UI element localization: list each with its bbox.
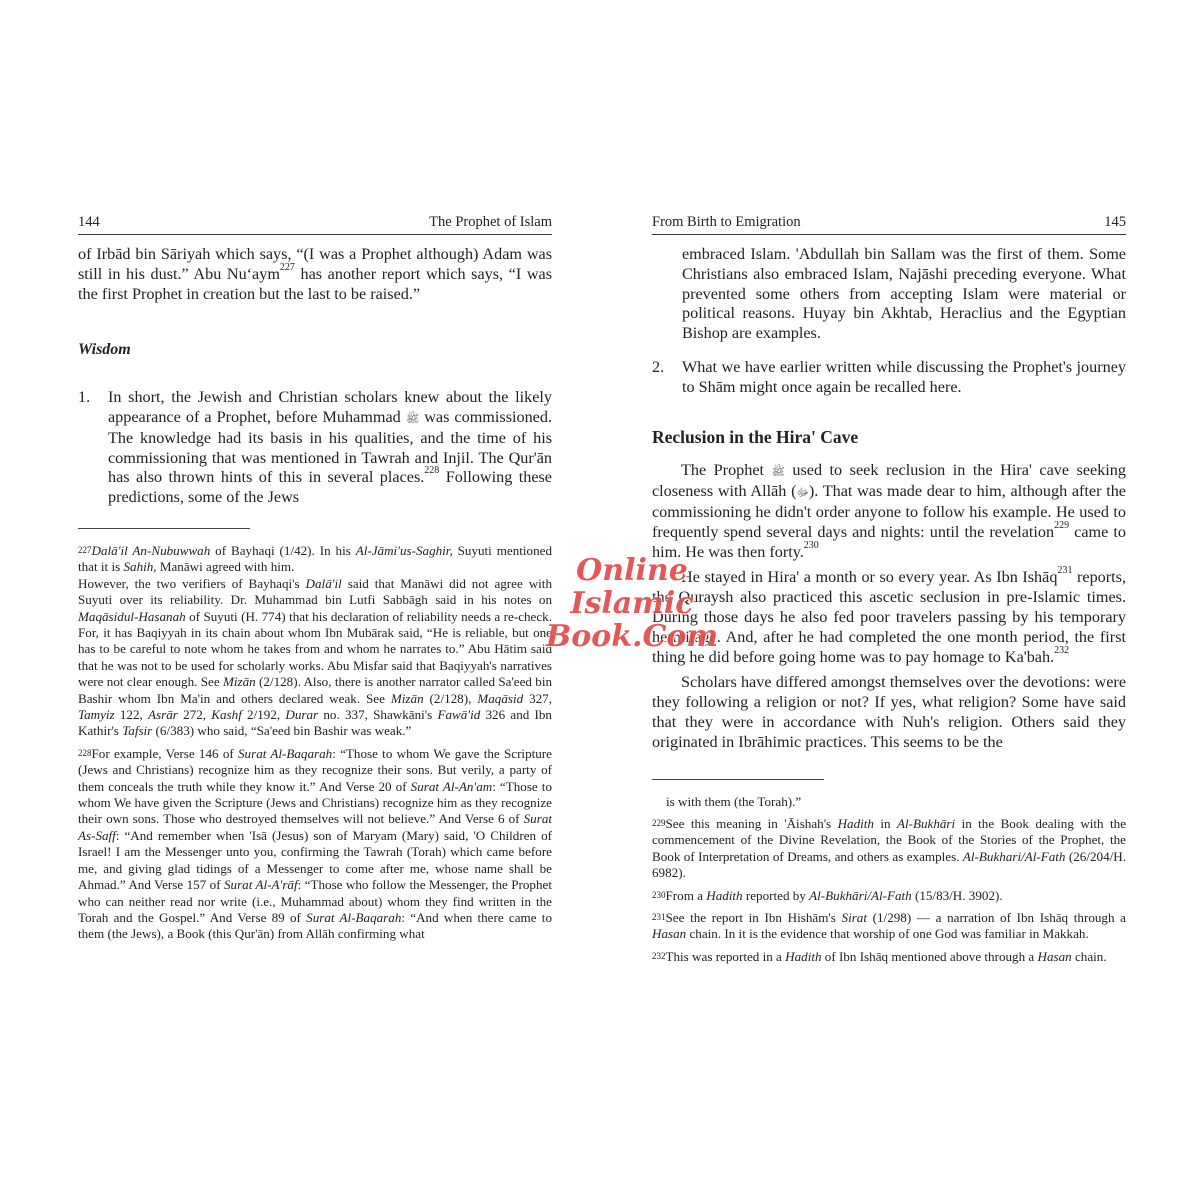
salutation-glyph: ﷺ — [405, 411, 420, 425]
footnote-ref: 232 — [1054, 644, 1070, 656]
right-footnotes — [652, 794, 1126, 966]
footnote-232: $^{232}$This was reported in a Hadith of Ibn Ishāq mentioned above through a Hasan chain. — [652, 948, 1107, 964]
paragraph-scholars: Scholars have differed amongst themselves over the devotions: were they following a religion or not? If yes, what religion? Some have said that they were in accordance with Nuh's religion. Others said they originated in Ibrāhimic practices. This seems to be the — [652, 673, 1126, 751]
section-heading-hira-cave: Reclusion in the Hira' Cave — [652, 426, 859, 447]
page-number: 145 — [1104, 214, 1126, 230]
footnote-ref: 231 — [1057, 565, 1073, 577]
page-number: 144 — [78, 214, 100, 230]
left-page-header — [78, 212, 552, 235]
footnote-ref: 230 — [803, 539, 819, 551]
watermark-line-1: Online Islamic — [570, 553, 694, 621]
intro-paragraph: of Irbād bin Sāriyah which says, “(I was a Prophet although) Adam was still in his dust.” Abu Nu‘aym$^{227}$ has another report which says, “I was the first Prophet in creation but the last to be raised.” — [78, 245, 552, 303]
footnote-228: $^{228}$For example, Verse 146 of Surat Al-Baqarah: “Those to whom We gave the Scripture (Jews and Christians) recognize him as they recognize their sons. But verily, a party of them conceals the truth while they know it.” And Verse 20 of Surat Al-An'am: “Those to whom We have given the Scripture (Jews and Christians) recognize him as they recognize their own sons. Those who destroyed themselves will not believe.” And Verse 6 of Surat As-Saff: “And remember when 'Isā (Jesus) son of Maryam (Mary) said, 'O Children of Israel! I am the Messenger unto you, confirming the Tawrah (Torah) which came before me, and giving glad tidings of a Messenger to come after me, whose name shall be Ahmad.” And Verse 157 of Surat Al-A'rāf: “Those who follow the Messenger, the Prophet who can neither read nor write (i.e., Muhammad about) whom they find written in the Torah and the Gospel.” And Verse 89 of Surat Al-Baqarah: “And when there came to them (the Jews), a Book (this Qur'ān) from Allāh confirming what — [78, 745, 552, 942]
paragraph-hira-stay: He stayed in Hira' a month or so every year. As Ibn Ishāq$^{231}$ reports, the Quraysh also practiced this ascetic seclusion in pre-Islamic times. During those days he also fed poor travelers passing by his temporary hermitage. And, after he had completed the one month period, the first thing he did before going home was to pay homage to Ka'bah.$^{232}$ — [652, 565, 1127, 666]
footnote-229: $^{229}$See this meaning in 'Āishah's Hadith in Al-Bukhāri in the Book dealing with the commencement of the Divine Revelation, the Book of the Stories of the Prophet, the Book of Interpretation of Dreams, and others as examples. Al-Bukhari/Al-Fath (26/204/H. 6982). — [652, 815, 1127, 881]
item-text: What we have earlier written while discussing the Prophet's journey to Shām might once again be recalled here. — [682, 357, 1126, 396]
footnote-227: $^{227}$Dalā'il An-Nubuwwah of Bayhaqi (1/42). In his Al-Jāmi'us-Saghir, Suyuti mentioned that it is Sahih, Manāwi agreed with him. However, the two verifiers of Bayhaqi's Dalā'il said that Manāwi did not agree with Suyuti over its reliability. Dr. Muhammad bin Lutfi Sabbāgh said in his notes on Maqāsidul-Hasanah of Suyuti (H. 774) that his declaration of reliability needs a re-check. For, it has Baqiyyah in its chain about whom Ibn Mubārak said, “He is reliable, but one has to be careful to note whom he takes from and whom he narrates to.” Abu Hātim said that he was not to be used for scholarly works. Abu Misfar said that Baqiyyah's narratives were not clear enough. See Mizān (2/128). Also, there is another narrator called Sa'eed bin Bashir whom Ibn Ma'in and others declared weak. See Mizān (2/128), Maqāsid 327, Tamyiz 122, Asrār 272, Kashf 2/192, Durar no. 337, Shawkāni's Fawā'id 326 and Ibn Kathir's Tafsir (6/383) who said, “Sa'eed bin Bashir was weak.” — [78, 542, 552, 739]
paragraph-reclusion: The Prophet ﷺ used to seek reclusion in the Hira' cave seeking closeness with Allāh (ﷻ). That was made dear to him, although after the commissioning he didn't order anyone to follow his example. He used to frequently spend several days and nights: until the revelation$^{229}$ came to him. He was then forty.$^{230}$ — [652, 461, 1126, 561]
footnote-ref: 229 — [1054, 519, 1070, 531]
running-title: The Prophet of Islam — [429, 214, 552, 230]
footnote-ref: 228 — [424, 465, 440, 477]
numbered-item-2 — [652, 358, 1126, 398]
footnote-continued: is with them (the Torah).” — [666, 793, 802, 809]
salutation-glyph: ﷻ — [796, 486, 809, 500]
left-body-text — [78, 245, 552, 508]
salutation-glyph: ﷺ — [771, 465, 785, 479]
running-title: From Birth to Emigration — [652, 214, 801, 230]
right-body-text — [652, 245, 1126, 753]
right-page — [652, 212, 1126, 971]
continued-paragraph: embraced Islam. 'Abdullah bin Sallam was the first of them. Some Christians also embraced Islam, Najāshi preceding everyone. What prevented some others from accepting Islam were material or political reasons. Huyay bin Akhtab, Heraclius and the Egyptian Bishop are examples. — [682, 245, 1126, 343]
footnote-231: $^{231}$See the report in Ibn Hishām's Sirat (1/298) — a narration of Ibn Ishāq through a Hasan chain. In it is the evidence that worship of one God was familiar in Makkah. — [652, 909, 1126, 942]
item-number: 2. — [652, 357, 665, 376]
item-text: In short, the Jewish and Christian scholars knew about the likely appearance of a Prophet, before Muhammad ﷺ was commissioned. The knowledge had its basis in his qualities, and the time of his commissioning that was mentioned in Tawrah and Injil. The Qur'ān has also thrown hints of this in several places.$^{228}$ Following these predictions, some of the Jews — [108, 388, 552, 507]
section-heading-wisdom: Wisdom — [78, 341, 131, 359]
footnote-divider — [78, 528, 250, 529]
footnote-ref: 227 — [279, 261, 295, 273]
left-footnotes — [78, 543, 552, 943]
footnote-230: $^{230}$From a Hadith reported by Al-Bukhāri/Al-Fath (15/83/H. 3902). — [652, 887, 1003, 903]
left-page — [78, 212, 552, 949]
watermark-line-2: Book.Com — [545, 619, 719, 654]
numbered-item-1 — [78, 388, 552, 508]
right-page-header — [652, 212, 1126, 235]
footnote-divider — [652, 779, 824, 780]
item-number: 1. — [78, 388, 91, 407]
